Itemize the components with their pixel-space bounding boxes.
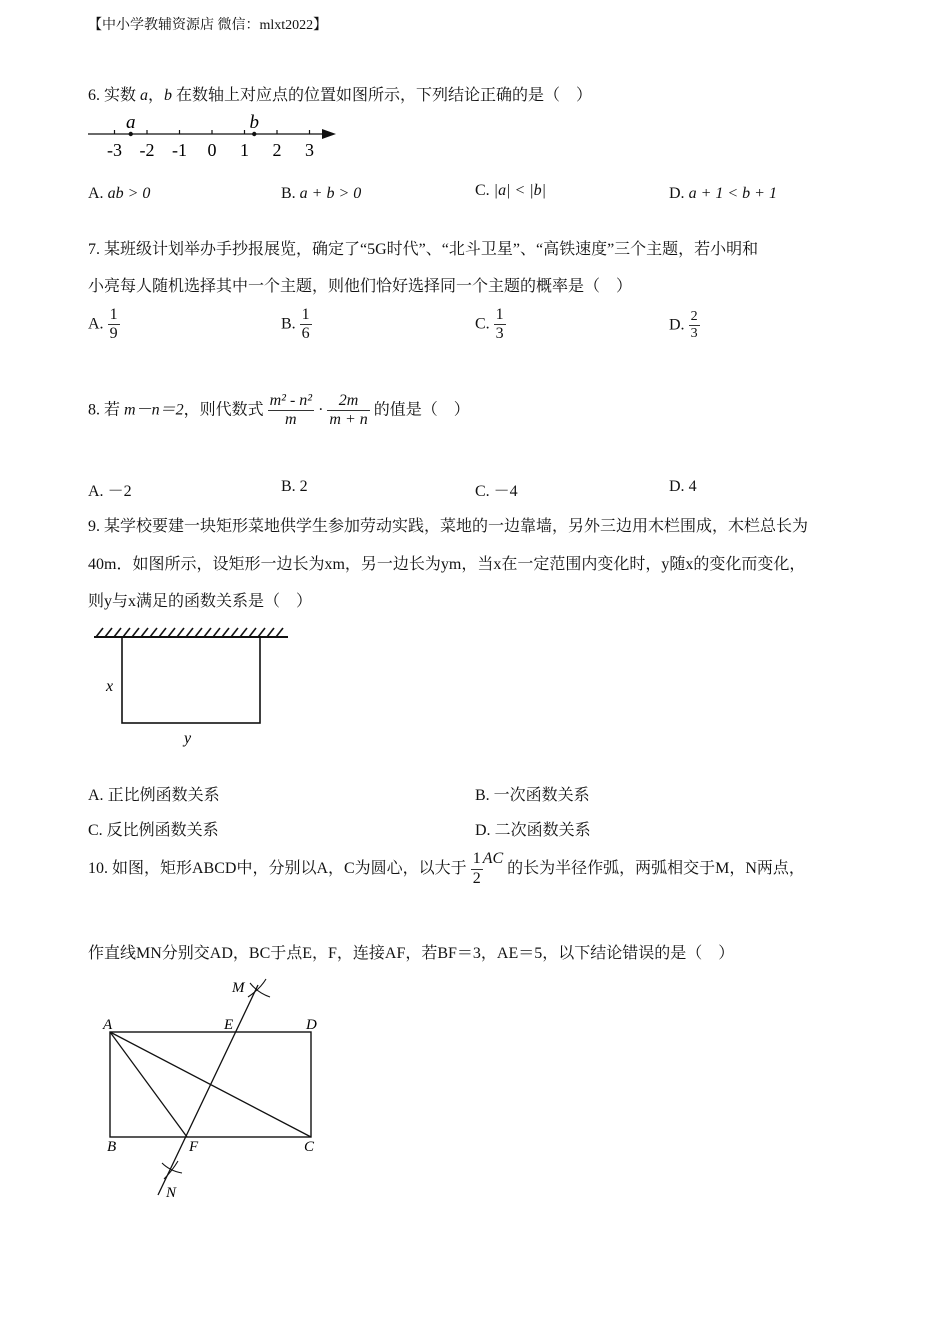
frac-numerator: 1 xyxy=(108,306,120,325)
option-label: C. xyxy=(475,315,490,333)
option-text: 2 xyxy=(299,478,308,495)
vertex-a-label: A xyxy=(103,1017,113,1033)
q7-option-c[interactable] xyxy=(475,306,506,344)
wall-hatching xyxy=(96,628,283,637)
hatch-stroke xyxy=(240,628,247,637)
number-line-figure xyxy=(86,112,346,164)
frac-numerator: 2m xyxy=(327,392,369,411)
option-expr: a + b > 0 xyxy=(299,185,362,202)
option-text: 4 xyxy=(688,478,697,495)
option-label: D. xyxy=(669,185,685,202)
arrow-head-icon xyxy=(322,129,336,139)
q8-dot: · xyxy=(318,401,324,419)
q10-line1-b: 的长为半径作弧，两弧相交于M，N两点， xyxy=(507,860,805,877)
option-label: D. xyxy=(475,822,491,839)
frac-denominator: 6 xyxy=(301,325,310,343)
q9-line1: 9. 某学校要建一块矩形菜地供学生参加劳动实践，菜地的一边靠墙，另外三边用木栏围成，木栏总长为 xyxy=(88,518,809,535)
hatch-stroke xyxy=(159,628,166,637)
tick-label: -3 xyxy=(107,140,122,160)
q6-option-a[interactable] xyxy=(88,185,150,203)
q6-stem-b: 在数轴上对应点的位置如图所示，下列结论正确的是（ ） xyxy=(176,87,593,104)
hatch-stroke xyxy=(195,628,202,637)
hatch-stroke xyxy=(258,628,265,637)
option-label: A. xyxy=(88,185,104,202)
tick-label: -1 xyxy=(172,140,187,160)
option-expr: |a| < |b| xyxy=(493,182,547,199)
frac-numerator: 1 xyxy=(300,306,312,325)
hatch-stroke xyxy=(96,628,103,637)
option-text: 二次函数关系 xyxy=(494,822,591,839)
q7-line2: 小亮每人随机选择其中一个主题，则他们恰好选择同一个主题的概率是（ ） xyxy=(88,278,633,295)
q9-line2: 40m．如图所示，设矩形一边长为xm，另一边长为ym，当x在一定范围内变化时，y随x的变化而变化， xyxy=(88,556,806,573)
q6-number: 6. xyxy=(88,87,100,104)
point-n-label: N xyxy=(166,1185,177,1201)
hatch-stroke xyxy=(249,628,256,637)
side-x-label: x xyxy=(106,678,114,695)
hatch-stroke xyxy=(267,628,274,637)
q10-line1 xyxy=(88,850,805,888)
q8-prefix: 8. 若 xyxy=(88,401,121,419)
point-a-label: a xyxy=(126,112,136,133)
line-mn xyxy=(158,985,258,1195)
q10-fraction xyxy=(471,850,483,888)
frac-numerator: 1 xyxy=(471,850,483,869)
frac-denominator: 3 xyxy=(690,326,698,342)
q6-stem xyxy=(88,82,592,105)
q9-option-b[interactable] xyxy=(475,782,590,805)
q6-option-c[interactable] xyxy=(475,182,546,200)
hatch-stroke xyxy=(132,628,139,637)
hatch-stroke xyxy=(276,628,283,637)
point-e-label: E xyxy=(224,1017,234,1033)
frac-numerator: 1 xyxy=(494,306,506,325)
q7-option-a[interactable] xyxy=(88,306,120,344)
option-text: －4 xyxy=(493,483,518,500)
frac-denominator: m xyxy=(285,411,297,429)
q6-comma: ， xyxy=(148,87,165,104)
garden-rectangle xyxy=(122,637,260,723)
frac-denominator: 2 xyxy=(472,869,481,887)
q6-stem-a: 实数 xyxy=(104,87,137,104)
option-label: C. xyxy=(475,182,490,199)
point-f-label: F xyxy=(189,1139,199,1155)
hatch-stroke xyxy=(213,628,220,637)
frac-numerator: 2 xyxy=(689,309,700,326)
hatch-stroke xyxy=(168,628,175,637)
hatch-stroke xyxy=(123,628,130,637)
q8-option-b[interactable] xyxy=(281,478,308,496)
option-label: A. xyxy=(88,787,104,804)
q8-option-c[interactable] xyxy=(475,478,518,501)
hatch-stroke xyxy=(114,628,121,637)
q8-stem xyxy=(88,392,470,430)
q6-option-d[interactable] xyxy=(669,185,777,203)
q9-line3: 则y与x满足的函数关系是（ ） xyxy=(88,593,313,610)
q6-var-b: b xyxy=(164,87,173,104)
tick-label: 0 xyxy=(207,140,217,160)
frac-numerator: m² - n² xyxy=(268,392,314,411)
q6-option-b[interactable] xyxy=(281,185,361,203)
option-label: B. xyxy=(475,787,490,804)
hatch-stroke xyxy=(177,628,184,637)
option-expr: a + 1 < b + 1 xyxy=(688,185,777,202)
option-expr: ab > 0 xyxy=(107,185,151,202)
q10-frac-var: AC xyxy=(482,850,504,867)
tick-label: 3 xyxy=(305,140,314,160)
q10-line1-a: 10. 如图，矩形ABCD中，分别以A，C为圆心，以大于 xyxy=(88,860,467,877)
option-text: 反比例函数关系 xyxy=(106,822,219,839)
hatch-stroke xyxy=(141,628,148,637)
hatch-stroke xyxy=(186,628,193,637)
q8-option-d[interactable] xyxy=(669,478,697,496)
q8-condition: m－n＝2 xyxy=(124,401,184,419)
frac-denominator: m + n xyxy=(329,411,368,429)
side-y-label: y xyxy=(184,730,192,747)
option-label: B. xyxy=(281,478,296,495)
frac-denominator: 9 xyxy=(109,325,118,343)
tick-label: 2 xyxy=(272,140,282,160)
option-text: －2 xyxy=(107,483,132,500)
q7-option-b[interactable] xyxy=(281,306,312,344)
hatch-stroke xyxy=(231,628,238,637)
q9-option-a[interactable] xyxy=(88,782,220,805)
option-text: 正比例函数关系 xyxy=(107,787,220,804)
q10-line2: 作直线MN分别交AD，BC于点E，F，连接AF，若BF＝3，AE＝5，以下结论错误的是（ ） xyxy=(88,945,735,962)
q9-option-d[interactable] xyxy=(475,817,591,840)
q8-fraction-2 xyxy=(327,392,369,430)
q6-var-a: a xyxy=(140,87,149,104)
q8-option-a[interactable] xyxy=(88,478,132,501)
page-header: 【中小学教辅资源店 微信：mlxt2022】 xyxy=(88,18,328,33)
point-m-label: M xyxy=(232,980,245,996)
q9-option-c[interactable] xyxy=(88,817,219,840)
option-label: A. xyxy=(88,315,104,333)
vertex-b-label: B xyxy=(107,1139,117,1155)
hatch-stroke xyxy=(204,628,211,637)
vertex-c-label: C xyxy=(304,1139,315,1155)
option-text: 一次函数关系 xyxy=(493,787,590,804)
option-label: D. xyxy=(669,478,685,495)
q7-line1: 7. 某班级计划举办手抄报展览，确定了“5G时代”、“北斗卫星”、“高铁速度”三个主题，若小明和 xyxy=(88,241,759,258)
hatch-stroke xyxy=(150,628,157,637)
tick-label: 1 xyxy=(240,140,249,160)
option-label: C. xyxy=(88,822,103,839)
vertex-d-label: D xyxy=(306,1017,317,1033)
rectangle-abcd-figure xyxy=(100,975,340,1205)
option-label: B. xyxy=(281,185,296,202)
q8-fraction-1 xyxy=(268,392,314,430)
hatch-stroke xyxy=(105,628,112,637)
q7-option-d[interactable] xyxy=(669,309,700,342)
point-b-label: b xyxy=(249,112,259,133)
garden-figure xyxy=(88,620,298,750)
option-label: D. xyxy=(669,316,685,334)
option-label: A. xyxy=(88,483,104,500)
hatch-stroke xyxy=(222,628,229,637)
q8-mid: ，则代数式 xyxy=(183,401,264,419)
tick-label: -2 xyxy=(139,140,155,160)
frac-denominator: 3 xyxy=(495,325,504,343)
option-label: B. xyxy=(281,315,296,333)
option-label: C. xyxy=(475,483,490,500)
q8-suffix: 的值是（ ） xyxy=(373,401,470,419)
segment-af xyxy=(110,1032,187,1137)
